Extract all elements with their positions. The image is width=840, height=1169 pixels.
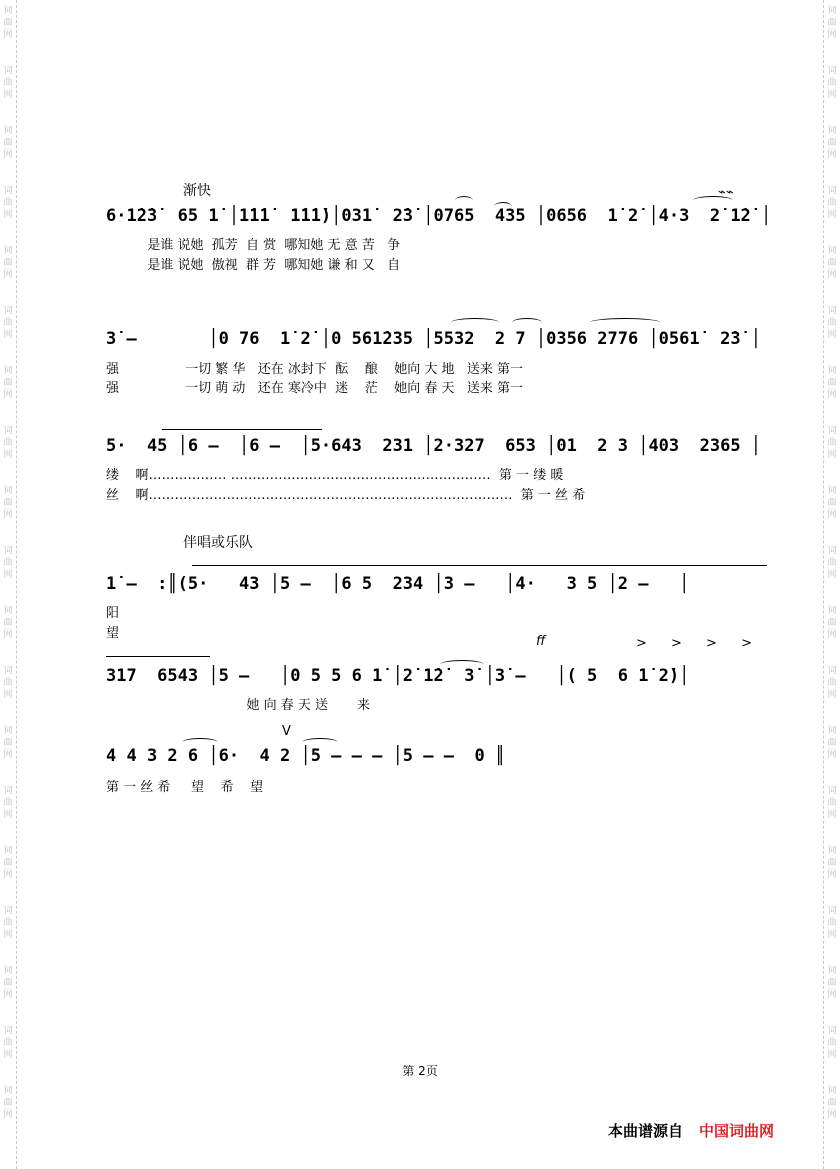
notes-row-6: 4 4 3 2 6 │6· 4 2 │5 – – – │5 – – 0 ║	[106, 746, 506, 766]
watermark-glyph: 词	[827, 726, 837, 736]
watermark-glyph: 曲	[827, 558, 837, 568]
slur	[302, 738, 338, 747]
watermark-glyph: 网	[3, 510, 13, 520]
watermark-glyph: 网	[827, 990, 837, 1000]
tie-line	[162, 429, 322, 430]
watermark-glyph: 词	[827, 666, 837, 676]
watermark-glyph: 曲	[827, 498, 837, 508]
watermark-glyph: 网	[3, 930, 13, 940]
watermark-glyph: 词	[827, 426, 837, 436]
watermark-glyph: 网	[827, 450, 837, 460]
watermark-glyph: 网	[827, 570, 837, 580]
watermark-glyph: 网	[3, 1110, 13, 1120]
watermark-glyph: 词	[3, 486, 13, 496]
watermark-glyph: 网	[827, 630, 837, 640]
watermark-glyph: 曲	[3, 498, 13, 508]
watermark-glyph: 曲	[827, 858, 837, 868]
watermark-glyph: 网	[827, 690, 837, 700]
watermark-glyph: 网	[827, 270, 837, 280]
watermark-glyph: 曲	[827, 378, 837, 388]
watermark-glyph: 词	[3, 846, 13, 856]
watermark-glyph: 曲	[3, 198, 13, 208]
watermark-glyph: 网	[3, 570, 13, 580]
watermark-glyph: 网	[3, 750, 13, 760]
lyric-row-1-verse-1: 是谁 说她 孤芳 自 赏 哪知她 无 意 苦 争	[106, 238, 401, 253]
watermark-glyph: 网	[827, 870, 837, 880]
watermark-glyph: 曲	[3, 858, 13, 868]
section-mark: 伴唱或乐队	[183, 535, 253, 551]
watermark-glyph: 词	[3, 966, 13, 976]
slur	[451, 318, 499, 327]
watermark-glyph: 词	[827, 126, 837, 136]
watermark-glyph: 词	[3, 246, 13, 256]
watermark-glyph: 词	[3, 126, 13, 136]
watermark-glyph: 网	[3, 450, 13, 460]
watermark-glyph: 网	[827, 810, 837, 820]
watermark-glyph: 网	[3, 870, 13, 880]
watermark-glyph: 词	[3, 666, 13, 676]
watermark-glyph: 曲	[3, 18, 13, 28]
watermark-glyph: 词	[827, 246, 837, 256]
watermark-glyph: 词	[827, 1086, 837, 1096]
watermark-glyph: 词	[3, 6, 13, 16]
watermark-glyph: 曲	[3, 918, 13, 928]
accent-marks: > > > >	[636, 636, 762, 651]
watermark-glyph: 曲	[827, 798, 837, 808]
breath-mark: V	[282, 724, 291, 739]
watermark-glyph: 词	[827, 486, 837, 496]
lyric-row-2-verse-1: 强 一切 繁 华 还在 冰封下 酝 酿 她向 大 地 送来 第一	[106, 362, 524, 377]
watermark-glyph: 词	[827, 606, 837, 616]
watermark-glyph: 曲	[827, 978, 837, 988]
watermark-glyph: 词	[3, 906, 13, 916]
watermark-glyph: 曲	[827, 1038, 837, 1048]
lyric-row-6-verse-1: 第 一 丝 希 望 希 望	[106, 780, 264, 795]
watermark-glyph: 曲	[827, 258, 837, 268]
watermark-glyph: 网	[3, 270, 13, 280]
watermark-glyph: 网	[827, 150, 837, 160]
watermark-glyph: 词	[3, 306, 13, 316]
watermark-glyph: 曲	[3, 378, 13, 388]
notes-row-5: 317 6543 │5 – │0 5 5 6 1̇ │2̇ 1̇2̇ 3̇ │3̇ – │( 5 6 1̇ 2̇)│	[106, 666, 690, 686]
watermark-glyph: 网	[827, 30, 837, 40]
watermark-glyph: 网	[3, 690, 13, 700]
slur	[455, 196, 473, 205]
watermark-glyph: 曲	[827, 318, 837, 328]
watermark-glyph: 词	[827, 966, 837, 976]
watermark-glyph: 曲	[3, 738, 13, 748]
watermark-glyph: 网	[827, 510, 837, 520]
watermark-glyph: 网	[3, 390, 13, 400]
watermark-glyph: 网	[3, 330, 13, 340]
lyric-row-3-verse-1: 缕 啊……………… …………………………………………………… 第 一 缕 暖	[106, 468, 564, 483]
watermark-glyph: 曲	[827, 1098, 837, 1108]
lyric-row-2-verse-2: 强 一切 萌 动 还在 寒冷中 迷 茫 她向 春 天 送来 第一	[106, 381, 524, 396]
watermark-glyph: 词	[3, 546, 13, 556]
watermark-glyph: 曲	[827, 738, 837, 748]
watermark-glyph: 网	[827, 330, 837, 340]
watermark-glyph: 网	[827, 930, 837, 940]
lyric-row-4-verse-1: 阳	[106, 606, 120, 621]
watermark-glyph: 曲	[3, 798, 13, 808]
watermark-glyph: 曲	[3, 258, 13, 268]
watermark-glyph: 词	[3, 726, 13, 736]
watermark-glyph: 网	[827, 1050, 837, 1060]
watermark-glyph: 曲	[3, 138, 13, 148]
watermark-glyph: 网	[827, 390, 837, 400]
lyric-row-5-verse-1: 她 向 春 天 送 来	[106, 698, 370, 713]
watermark-glyph: 词	[827, 846, 837, 856]
watermark-glyph: 词	[3, 66, 13, 76]
watermark-glyph: 词	[827, 306, 837, 316]
watermark-glyph: 词	[827, 66, 837, 76]
watermark-glyph: 曲	[827, 918, 837, 928]
notes-row-2: 3̇ – │0 76 1̇ 2̇ │0 561̇235 │5532 2 7 │0356 2776 │0561̇ 2̇3̇ │	[106, 329, 762, 349]
watermark-glyph: 曲	[827, 138, 837, 148]
watermark-glyph: 网	[3, 810, 13, 820]
watermark-glyph: 曲	[827, 618, 837, 628]
watermark-glyph: 曲	[3, 78, 13, 88]
watermark-glyph: 曲	[3, 318, 13, 328]
tie-line	[106, 656, 210, 657]
source-credit	[608, 1120, 774, 1141]
lyric-row-4-verse-2: 望	[106, 626, 120, 641]
watermark-glyph: 词	[827, 6, 837, 16]
watermark-glyph: 词	[827, 906, 837, 916]
dynamic-mark: ff	[536, 634, 546, 649]
notes-row-1: 6·1̇2̇3̇ 65 1̇ │1̇1̇1̇ 1̇1̇1̇)│031̇ 2̇3̇ │0765 435 │0656 1̇ 2̇ │4·3 2̇ 1̇2̇ │	[106, 206, 772, 226]
watermark-glyph: 网	[3, 1050, 13, 1060]
turn-mark: ⌁⌁	[718, 185, 734, 200]
watermark-glyph: 网	[3, 210, 13, 220]
slur	[182, 738, 218, 747]
slur	[440, 660, 484, 669]
slur	[590, 318, 660, 327]
watermark-glyph: 曲	[3, 438, 13, 448]
slur	[494, 202, 512, 211]
watermark-glyph: 曲	[827, 78, 837, 88]
watermark-glyph: 曲	[827, 438, 837, 448]
page-number: 第 2页	[402, 1064, 438, 1078]
watermark-glyph: 曲	[3, 618, 13, 628]
watermark-glyph: 网	[827, 1110, 837, 1120]
watermark-glyph: 网	[827, 750, 837, 760]
watermark-glyph: 词	[827, 1026, 837, 1036]
watermark-glyph: 网	[827, 210, 837, 220]
watermark-glyph: 曲	[3, 558, 13, 568]
tie-line	[192, 565, 767, 566]
watermark-glyph: 网	[3, 90, 13, 100]
slur	[512, 318, 542, 327]
watermark-glyph: 网	[3, 630, 13, 640]
watermark-glyph: 词	[827, 786, 837, 796]
tempo-mark: 渐快	[183, 183, 211, 199]
watermark-glyph: 网	[3, 990, 13, 1000]
watermark-glyph: 词	[3, 786, 13, 796]
watermark-glyph: 词	[3, 1026, 13, 1036]
watermark-glyph: 曲	[3, 978, 13, 988]
watermark-glyph: 曲	[3, 1038, 13, 1048]
watermark-glyph: 词	[3, 1086, 13, 1096]
watermark-glyph: 网	[3, 150, 13, 160]
watermark-glyph: 网	[3, 30, 13, 40]
watermark-glyph: 曲	[3, 678, 13, 688]
watermark-glyph: 词	[3, 426, 13, 436]
source-label: 本曲谱源自	[608, 1122, 684, 1140]
notes-row-3: 5· 45 │6 – │6 – │5·643 231 │2·327 653 │01 2 3 │403 2365 │	[106, 436, 762, 456]
lyric-row-3-verse-2: 丝 啊………………………………………………………………………… 第 一 丝 希	[106, 488, 586, 503]
source-brand-link[interactable]: 中国词曲网	[699, 1122, 775, 1140]
watermark-glyph: 词	[3, 366, 13, 376]
watermark-glyph: 曲	[827, 678, 837, 688]
lyric-row-1-verse-2: 是谁 说她 傲视 群 芳 哪知她 谦 和 又 自	[106, 258, 401, 273]
notes-row-4: 1̇ – :║(5· 43 │5 – │6 5 234 │3 – │4· 3 5 │2 – │	[106, 574, 690, 594]
watermark-glyph: 曲	[827, 198, 837, 208]
watermark-glyph: 词	[3, 186, 13, 196]
watermark-glyph: 网	[827, 90, 837, 100]
watermark-glyph: 词	[827, 186, 837, 196]
watermark-glyph: 词	[3, 606, 13, 616]
watermark-glyph: 词	[827, 366, 837, 376]
watermark-glyph: 曲	[827, 18, 837, 28]
watermark-glyph: 曲	[3, 1098, 13, 1108]
watermark-glyph: 词	[827, 546, 837, 556]
